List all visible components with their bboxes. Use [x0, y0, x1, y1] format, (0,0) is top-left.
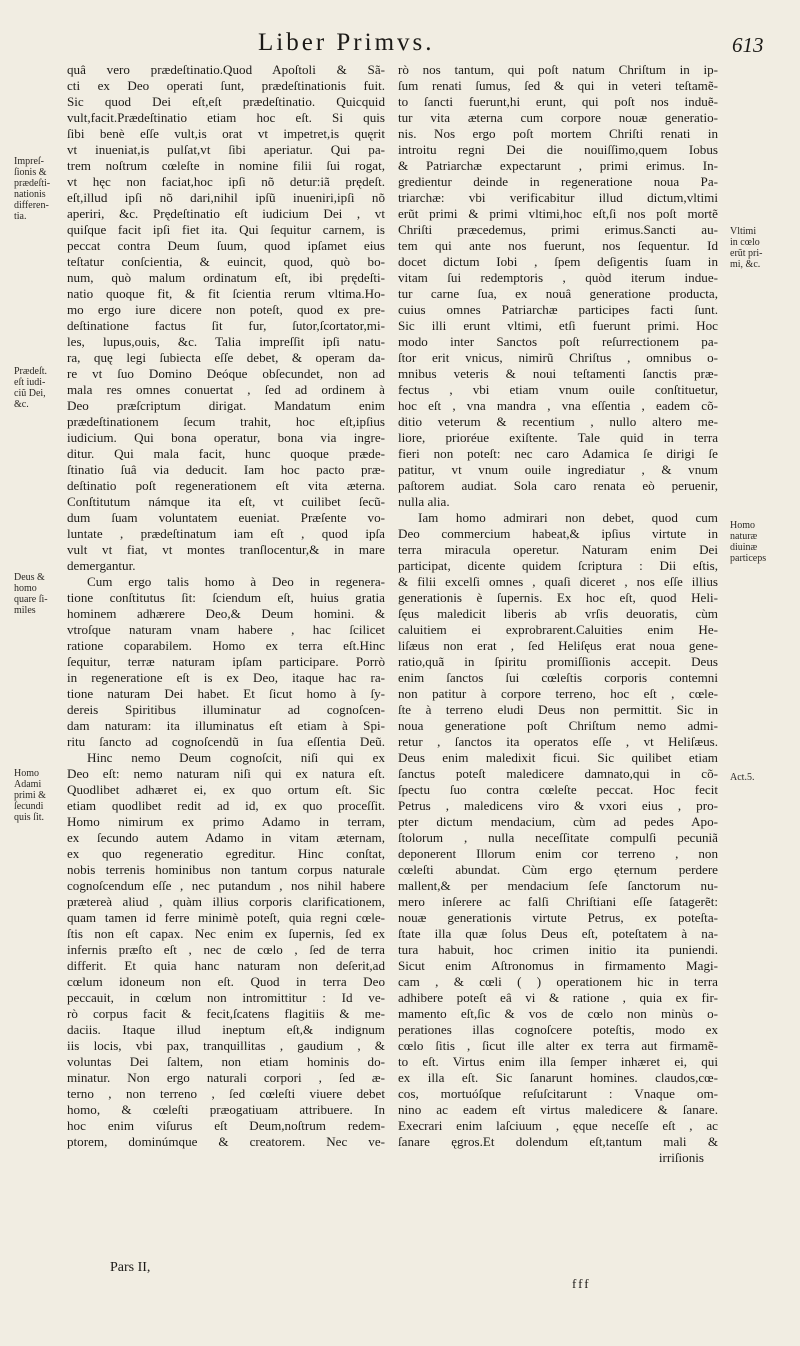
- text-line: dum ſuam voluntatem eueniat. Præſente vo-: [67, 510, 385, 525]
- text-line: vtroſque naturam vnam habere , hac ſcilicet: [67, 622, 385, 637]
- margin-note-right-2: Homo naturæ diuinæ particeps: [730, 520, 767, 564]
- text-line: prædeſtinationem ſecum trahit, hoc eſt,ipſius: [67, 414, 385, 429]
- right-text-column: [398, 62, 718, 1166]
- text-line: modo inter Sanctos poſt reſurrectionem pa-: [398, 334, 718, 349]
- text-line: vt inueniat,is pulſat,vt ſibi aperiatur. Qui pa-: [67, 142, 385, 157]
- text-line: cœlum idoneum non eſt. Quod in terra Deo: [67, 974, 385, 989]
- text-line: Iam homo admirari non debet, quod cum: [418, 510, 718, 525]
- text-line: homo, & cœleſti præogatiuam attribuere. In: [67, 1102, 385, 1117]
- text-line: quiſque facit ipſi fiet ita. Qui ſequitur carnem, is: [67, 222, 385, 237]
- text-line: erũt primi & primi vltimi,hoc eſt,ſi nos poſt mortẽ: [398, 206, 718, 221]
- text-line: gredientur deinde in regeneratione noua Pa-: [398, 174, 718, 189]
- text-line: ditur. Qui mala facit, hunc quoque præde-: [67, 446, 385, 461]
- text-line: ſequitur, terræ naturam ipſam participare. Porrò: [67, 654, 385, 669]
- text-line: cognoſcendum eſſe , nec putandum , nos nihil habere: [67, 878, 385, 893]
- text-line: ex illa eſt. Sic ſanarunt homines. claudos,cœ-: [398, 1070, 718, 1085]
- text-line: liore, prioréue exiſtente. Tale quid in terra: [398, 430, 718, 445]
- text-line: dereis Spiritibus illuminatur ad cognoſcen-: [67, 702, 385, 717]
- text-line: Sic quod Dei eſt,eſt prædeſtinatio. Quicquid: [67, 94, 385, 109]
- text-line: mala res omnes conuertat , ſed ad ordinem à: [67, 382, 385, 397]
- text-line: iis locis, vbi pax, tranquillitas , gaudium , &: [67, 1038, 385, 1053]
- text-line: vitam ſui redemptoris , quòd iterum indue-: [398, 270, 718, 285]
- text-line: tione conſtitutus ſit: ſciendum eſt, huius gratia: [67, 590, 385, 605]
- text-line: cœleſti abundat. Cùm ergo ęternum perdere: [398, 862, 718, 877]
- text-line: Conſtitutum námque ita eſt, vt cuilibet ſecũ-: [67, 494, 385, 509]
- text-line: cti ex Deo operati ſunt, prædeſtinationis fuit.: [67, 78, 385, 93]
- text-line: & Patriarchæ expectarunt , primi erimus. In-: [398, 158, 718, 173]
- text-line: dam naturam: ita illuminatus eſt etiam à Spi-: [67, 718, 385, 733]
- text-line: nobis terrenis hominibus non tantum corpus naturale: [67, 862, 385, 877]
- text-line: liſæus non erat , ſed Heliſęus erat noua gene-: [398, 638, 718, 653]
- page-number: 613: [732, 33, 764, 57]
- text-line: etiam quodlibet redit ad id, ex quo proceſſit.: [67, 798, 385, 813]
- text-line: teſtatur conſcientia, & euincit, quod, quò bo-: [67, 254, 385, 269]
- text-line: mero inſerere ac falſi Chriſtiani eſſe ſatagerẽt:: [398, 894, 718, 909]
- text-line: Quodlibet adhæret ei, ex quo ortum eſt. Sic: [67, 782, 385, 797]
- text-line: Petrus , maledicens viro & vxori eius , pro-: [398, 798, 718, 813]
- text-line: luntate , prædeſtinatum iam eſt , quod ipſa: [67, 526, 385, 541]
- text-line: vult vt fiat, vt montes tranſlocentur,& in mare: [67, 542, 385, 557]
- text-line: patitur, vt vnum ouile ingrediatur , & vnum: [398, 462, 718, 477]
- signature-mark: fff: [572, 1276, 591, 1291]
- text-line: ritu ſancto ad cognoſcendũ in ſua eſſentia Deũ.: [67, 734, 385, 749]
- text-line: enim ſanctos ſui cœleſtis corporis contemni: [398, 670, 718, 685]
- text-line: les, lupus,ouis, &c. Talia impreſſit ipſi natu-: [67, 334, 385, 349]
- text-line: tura habuit, hoc crimen initio ita puniendi.: [398, 942, 718, 957]
- text-line: introitu regni Dei die nouiſſimo,quem Iobus: [398, 142, 718, 157]
- margin-note-left-2: Prædeſt. eſt iudi- ciũ Dei, &c.: [14, 366, 48, 410]
- text-line: num, quò malum ordinatum eſt, ibi prędeſti-: [67, 270, 385, 285]
- text-line: voluntas Dei ſaltem, non etiam hominis do-: [67, 1054, 385, 1069]
- text-line: to eſt. Virtus enim illa ſemper inhæret ei, qui: [398, 1054, 718, 1069]
- margin-note-left-4: Homo Adami primi & ſecundi quis ſit.: [14, 768, 46, 823]
- text-line: ſtor erit vnicus, nimirũ Chriſtus , omnibus o-: [398, 350, 718, 365]
- text-line: deſtinatione factus ſit fur, ſutor,ſcortator,mi-: [67, 318, 385, 333]
- text-line: ditio veterum & recentium , nullo altero me-: [398, 414, 718, 429]
- catchword-right: irriſionis: [658, 1150, 704, 1165]
- text-line: prætereà aliud , quàm illius corporis clarificationem,: [67, 894, 385, 909]
- text-line: pter dictum mendacium, cùm ad pedes Apo-: [398, 814, 718, 829]
- text-line: trem noſtrum cœleſte in nomine filii ſui rogat,: [67, 158, 385, 173]
- text-line: ra, quę legi ſubiecta eſſe debet, & operam da-: [67, 350, 385, 365]
- text-line: peccauit, in cœlum non intromittitur : Id ve-: [67, 990, 385, 1005]
- text-line: peccat contra Deum ſuum, quod ipſamet eius: [67, 238, 385, 253]
- text-line: nouæ generationis virtute Petrus, ex poteſta-: [398, 910, 718, 925]
- text-line: ſanare ęgros.Et dolendum eſt,tantum mali &: [398, 1134, 718, 1149]
- text-line: minatur. Non ergo naturali corpori , ſed æ-: [67, 1070, 385, 1085]
- text-line: triarchæ: vbi verificabitur illud dictum,vltimi: [398, 190, 718, 205]
- margin-note-right-1: Vltimi in cœlo erũt pri- mi, &c.: [730, 226, 763, 270]
- text-line: ſtis non eſt capax. Nec enim ex ſupernis, ſed ex: [67, 926, 385, 941]
- text-line: fectus , vbi etiam vnum ouile conſtituetur,: [398, 382, 718, 397]
- text-line: Homo nimirum ex primo Adamo in terram,: [67, 814, 385, 829]
- text-line: mo ergo iure dicere non poteſt, quod ex pre-: [67, 302, 385, 317]
- text-line: nino ac eadem eſt virtus maledicere & ſanare.: [398, 1102, 718, 1117]
- text-line: Deo commercium habeat,& ipſius virtute in: [398, 526, 718, 541]
- text-line: fieri non poteſt: nec caro Adamica ſe dirigi ſe: [398, 446, 718, 461]
- text-line: hoc eſt , vna mandra , vna eſſentia , eadem cõ-: [398, 398, 718, 413]
- text-line: quam tamen id ferre minimè poteſt, quia regni cœle-: [67, 910, 385, 925]
- text-line: deſtinatio poſt regenerationem eſt vita æterna.: [67, 478, 385, 493]
- text-line: Execrari enim laſciuum , ęque neceſſe eſt , ac: [398, 1118, 718, 1133]
- text-line: cos, mortuóſque reſuſcitarunt : Vnaque om-: [398, 1086, 718, 1101]
- text-line: ſtinatio ſuâ via deducit. Iam hoc pacto præ-: [67, 462, 385, 477]
- text-line: demergantur.: [67, 558, 136, 573]
- text-line: ſte à terreno eludi Deus non permittit. Sic in: [398, 702, 718, 717]
- text-line: caluitiem ei exprobrarent.Caluities enim He-: [398, 622, 718, 637]
- text-line: terno , non terreno , ſed cœleſti viuere debet: [67, 1086, 385, 1101]
- text-line: daciis. Itaque illud ineptum eſt,& indignum: [67, 1022, 385, 1037]
- text-line: vt hęc non faciat,hoc ipſi nõ detur:iã prędeſt.: [67, 174, 385, 189]
- text-line: infernis præſto eſt , nec de cœlo , ſed de terra: [67, 942, 385, 957]
- text-line: aperiri, &c. Prędeſtinatio eſt iudicium Dei , vt: [67, 206, 385, 221]
- text-line: Deo præſcriptum dirigat. Mandatum enim: [67, 398, 385, 413]
- text-line: tem qui ante nos fuerunt, nos ſequentur. Id: [398, 238, 718, 253]
- text-line: natio quoque fit, & fit ſcientia rerum vltima.Ho-: [67, 286, 385, 301]
- text-line: ſibi benè eſſe vult,is orat vt impetret,is quęrit: [67, 126, 385, 141]
- text-line: tur vita æterna cum corpore nouæ generatio-: [398, 110, 718, 125]
- margin-note-left-3: Deus & homo quare ſi- miles: [14, 572, 48, 616]
- text-line: ratione coparabilem. Homo ex terra eſt.Hinc: [67, 638, 385, 653]
- text-line: mamento eſt,ſic & vos de cœlo non minùs o-: [398, 1006, 718, 1021]
- text-line: terra miracula operetur. Naturam enim Dei: [398, 542, 718, 557]
- text-line: ratio,quã in ſpiritu promiſſionis accepit. Deus: [398, 654, 718, 669]
- catchword-pars: Pars II,: [110, 1260, 151, 1275]
- text-line: vult,facit.Prædeſtinatio etiam hoc eſt. Si quis: [67, 110, 385, 125]
- text-line: ex ſecundo autem Adamo in vitam æternam,: [67, 830, 385, 845]
- text-line: Hinc nemo Deum cognoſcit, niſi qui ex: [87, 750, 385, 765]
- text-line: in regeneratione eſt is ex Deo, itaque hac ra-: [67, 670, 385, 685]
- text-line: cuius omnes Patriarchæ participes facti ſunt.: [398, 302, 718, 317]
- text-line: rò corpus facit & fecit,ſcatens flagitiis & me-: [67, 1006, 385, 1021]
- text-line: tione naturam Dei habet. Et ſicut homo à ſy-: [67, 686, 385, 701]
- text-line: Cum ergo talis homo à Deo in regenera-: [87, 574, 385, 589]
- text-line: nis. Nos ergo poſt mortem Chriſti renati in: [398, 126, 718, 141]
- text-line: hoc enim viſurus eſt Deum,noſtrum redem-: [67, 1118, 385, 1133]
- text-line: Chriſti præcedemus, primi erimus.Sancti au-: [398, 222, 718, 237]
- text-line: Deo eſt: nemo naturam niſi qui ex natura eſt.: [67, 766, 385, 781]
- text-line: retur , ſanctos ita operatos eſſe , vt Heliſæus.: [398, 734, 718, 749]
- text-line: differit. Et quia hanc naturam non deſerit,ad: [67, 958, 385, 973]
- text-line: quâ vero prædeſtinatio.Quod Apoſtoli & Sã-: [67, 62, 385, 77]
- text-line: & filii excelſi omnes , quaſi diceret , nos eſſe illius: [398, 574, 718, 589]
- text-line: tur carne ſua, ex nouâ generatione producta,: [398, 286, 718, 301]
- text-line: ex quo regeneratio egreditur. Hinc conſtat,: [67, 846, 385, 861]
- text-line: noua generatione poſt Chriſtum nemo admi-: [398, 718, 718, 733]
- text-line: Sicut enim Aſtronomus in firmamento Magi-: [398, 958, 718, 973]
- text-line: iudicium. Qui bona operatur, bona via ingre-: [67, 430, 385, 445]
- text-line: participat, dicente quidem ſcriptura : Dii eſtis,: [398, 558, 718, 573]
- running-title: Liber Primvs.: [258, 29, 435, 56]
- text-line: docet dictum Iobi , ſpem deſigentis ſuam in: [398, 254, 718, 269]
- text-line: cam , & cœli ( ) operationem hic in terra: [398, 974, 718, 989]
- text-line: ſpectu ſuo contra cœleſte peccat. Hoc fecit: [398, 782, 718, 797]
- text-line: ſtate illa quæ ſolus Deus eſt, poteſtatem à na-: [398, 926, 718, 941]
- text-line: ptorem, dominúmque & creatorem. Nec ve-: [67, 1134, 385, 1149]
- text-line: hominem adhærere Deo,& Deum homini. &: [67, 606, 385, 621]
- text-line: Sic illi erunt vltimi, etſi fuerunt primi. Hoc: [398, 318, 718, 333]
- text-line: generationis è ſupernis. Ex hoc eſt, quod Heli-: [398, 590, 718, 605]
- text-line: Deus enim maledixit ficui. Sic quilibet etiam: [398, 750, 718, 765]
- text-line: perationes illas cognoſcere poteſtis, modo ex: [398, 1022, 718, 1037]
- text-line: nulla alia.: [398, 494, 450, 509]
- left-text-column: [67, 62, 385, 1150]
- text-line: paſtorem audiat. Sola caro renata eò peruenir,: [398, 478, 718, 493]
- text-line: to ſancti fuerunt,hi erunt, qui poſt nos induẽ-: [398, 94, 718, 109]
- text-line: ſtolorum , nulla neceſſitate compulſi pecuniã: [398, 830, 718, 845]
- text-line: ſęus maledicit liberis ab vrſis deuoratis, cùm: [398, 606, 718, 621]
- text-line: non patitur à corpore terreno, hoc eſt , cœle-: [398, 686, 718, 701]
- text-line: ſum renati ſumus, ſed & qui in veteri teſtamẽ-: [398, 78, 718, 93]
- text-line: ſanctus poteſt maledicere damnato,qui in cõ-: [398, 766, 718, 781]
- margin-note-left-1: Impreſ- ſionis & prædeſti- nationis differen- tia.: [14, 156, 51, 222]
- text-line: re vt ſuo Domino Deóque obſecundet, non ad: [67, 366, 385, 381]
- margin-note-right-3: Act.5.: [730, 772, 755, 783]
- text-line: mallent,& per mendacium ſeſe ſanctorum nu-: [398, 878, 718, 893]
- text-line: deponerent Illorum enim cor terreno , non: [398, 846, 718, 861]
- text-line: rò nos tantum, qui poſt natum Chriſtum in ip-: [398, 62, 718, 77]
- text-line: cœlo ſitis , ſicut ille alter ex terra aut firmamẽ-: [398, 1038, 718, 1053]
- page-header: [0, 30, 800, 56]
- text-line: mnibus veteris & noui teſtamenti ſanctis præ-: [398, 366, 718, 381]
- text-line: eſt,illud ipſi nõ dari,nihil ipſũ inueniri,ipſi nõ: [67, 190, 385, 205]
- text-line: adhibere poteſt eâ vi & ratione , quia ex fir-: [398, 990, 718, 1005]
